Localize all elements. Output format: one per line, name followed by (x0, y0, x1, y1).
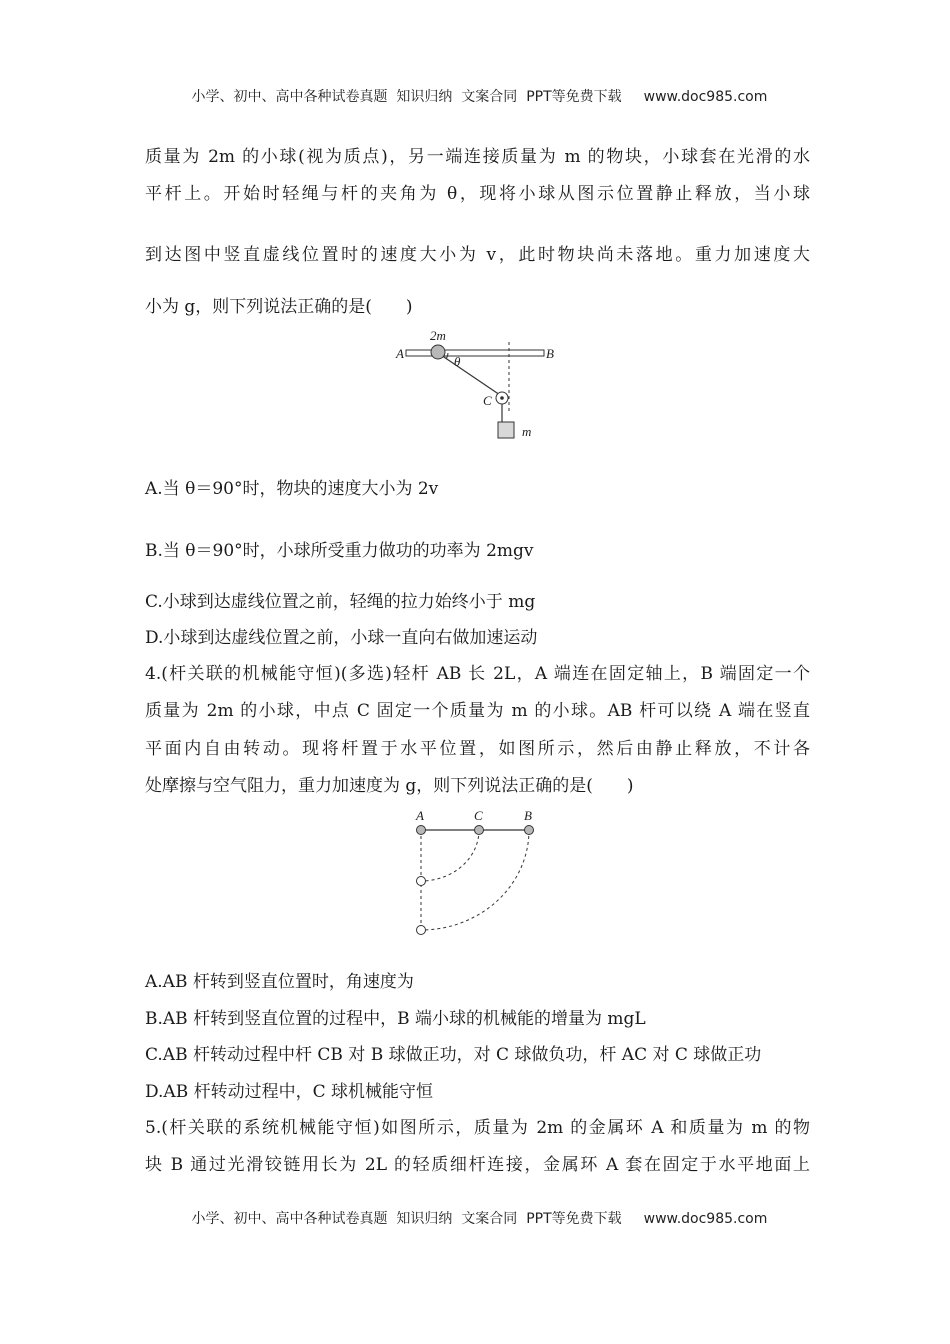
page-footer (0, 1192, 950, 1228)
c-ball-arc (421, 830, 479, 881)
string-to-pulley (438, 353, 500, 395)
q4-line-3: 平面内自由转动。现将杆置于水平位置，如图所示，然后由静止释放，不计各 (145, 739, 810, 759)
label-m: m (522, 424, 532, 439)
footer-text: 小学、初中、高中各种试卷真题 知识归纳 文案合同 PPT等免费下载 (191, 1211, 622, 1227)
label-c: C (483, 393, 492, 408)
q5-line-1: 5.(杆关联的系统机械能守恒)如图所示，质量为 2m 的金属环 A 和质量为 m 的物 (145, 1118, 810, 1138)
label-b: B (524, 808, 532, 823)
block-m (498, 422, 514, 438)
footer-site-link[interactable]: www.doc985.com (643, 1211, 768, 1227)
page-header (0, 70, 950, 106)
ball-2m (431, 345, 445, 359)
q3-option-c: C.小球到达虚线位置之前，轻绳的拉力始终小于 mg (145, 592, 536, 612)
label-a: A (416, 808, 424, 823)
pulley-axle (500, 396, 504, 400)
q3-line-1: 质量为 2m 的小球(视为质点)，另一端连接质量为 m 的物块，小球套在光滑的水 (145, 147, 810, 167)
q3-line-3: 到达图中竖直虚线位置时的速度大小为 v，此时物块尚未落地。重力加速度大 (145, 245, 810, 265)
pivot-a (417, 826, 426, 835)
q4-line-2: 质量为 2m 的小球，中点 C 固定一个质量为 m 的小球。AB 杆可以绕 A 端在竖直 (145, 701, 810, 721)
q3-option-d: D.小球到达虚线位置之前，小球一直向右做加速运动 (145, 628, 538, 648)
q4-option-d: D.AB 杆转动过程中，C 球机械能守恒 (145, 1082, 434, 1102)
ball-c (475, 826, 484, 835)
q4-figure (405, 806, 545, 940)
ball-c-final (417, 877, 426, 886)
label-b: B (546, 346, 554, 361)
q4-line-4: 处摩擦与空气阻力，重力加速度为 g，则下列说法正确的是( ) (145, 776, 634, 796)
q3-line-4: 小为 g，则下列说法正确的是( ) (145, 297, 413, 317)
horizontal-rod (406, 350, 544, 356)
q4-option-b: B.AB 杆转到竖直位置的过程中，B 端小球的机械能的增量为 mgL (145, 1009, 646, 1029)
label-2m: 2m (430, 328, 446, 343)
label-c: C (474, 808, 483, 823)
label-theta: θ (454, 354, 461, 369)
ball-b (525, 826, 534, 835)
q4-option-a: A.AB 杆转到竖直位置时，角速度为 (145, 972, 414, 992)
q4-line-1: 4.(杆关联的机械能守恒)(多选)轻杆 AB 长 2L，A 端连在固定轴上，B 端固定一个 (145, 664, 810, 684)
header-site-link[interactable]: www.doc985.com (643, 89, 768, 105)
ball-b-final (417, 926, 426, 935)
q5-line-2: 块 B 通过光滑铰链用长为 2L 的轻质细杆连接，金属环 A 套在固定于水平地面上 (145, 1155, 810, 1175)
header-text: 小学、初中、高中各种试卷真题 知识归纳 文案合同 PPT等免费下载 (191, 89, 622, 105)
q4-option-c: C.AB 杆转动过程中杆 CB 对 B 球做正功，对 C 球做负功，杆 AC 对 C 球做正功 (145, 1045, 762, 1065)
q3-option-b: B.当 θ＝90°时，小球所受重力做功的功率为 2mgv (145, 541, 534, 561)
b-ball-arc (421, 830, 529, 930)
q3-option-a: A.当 θ＝90°时，物块的速度大小为 2v (145, 479, 439, 499)
label-a: A (396, 346, 404, 361)
q3-line-2: 平杆上。开始时轻绳与杆的夹角为 θ，现将小球从图示位置静止释放，当小球 (145, 184, 810, 204)
q3-figure (390, 328, 570, 444)
